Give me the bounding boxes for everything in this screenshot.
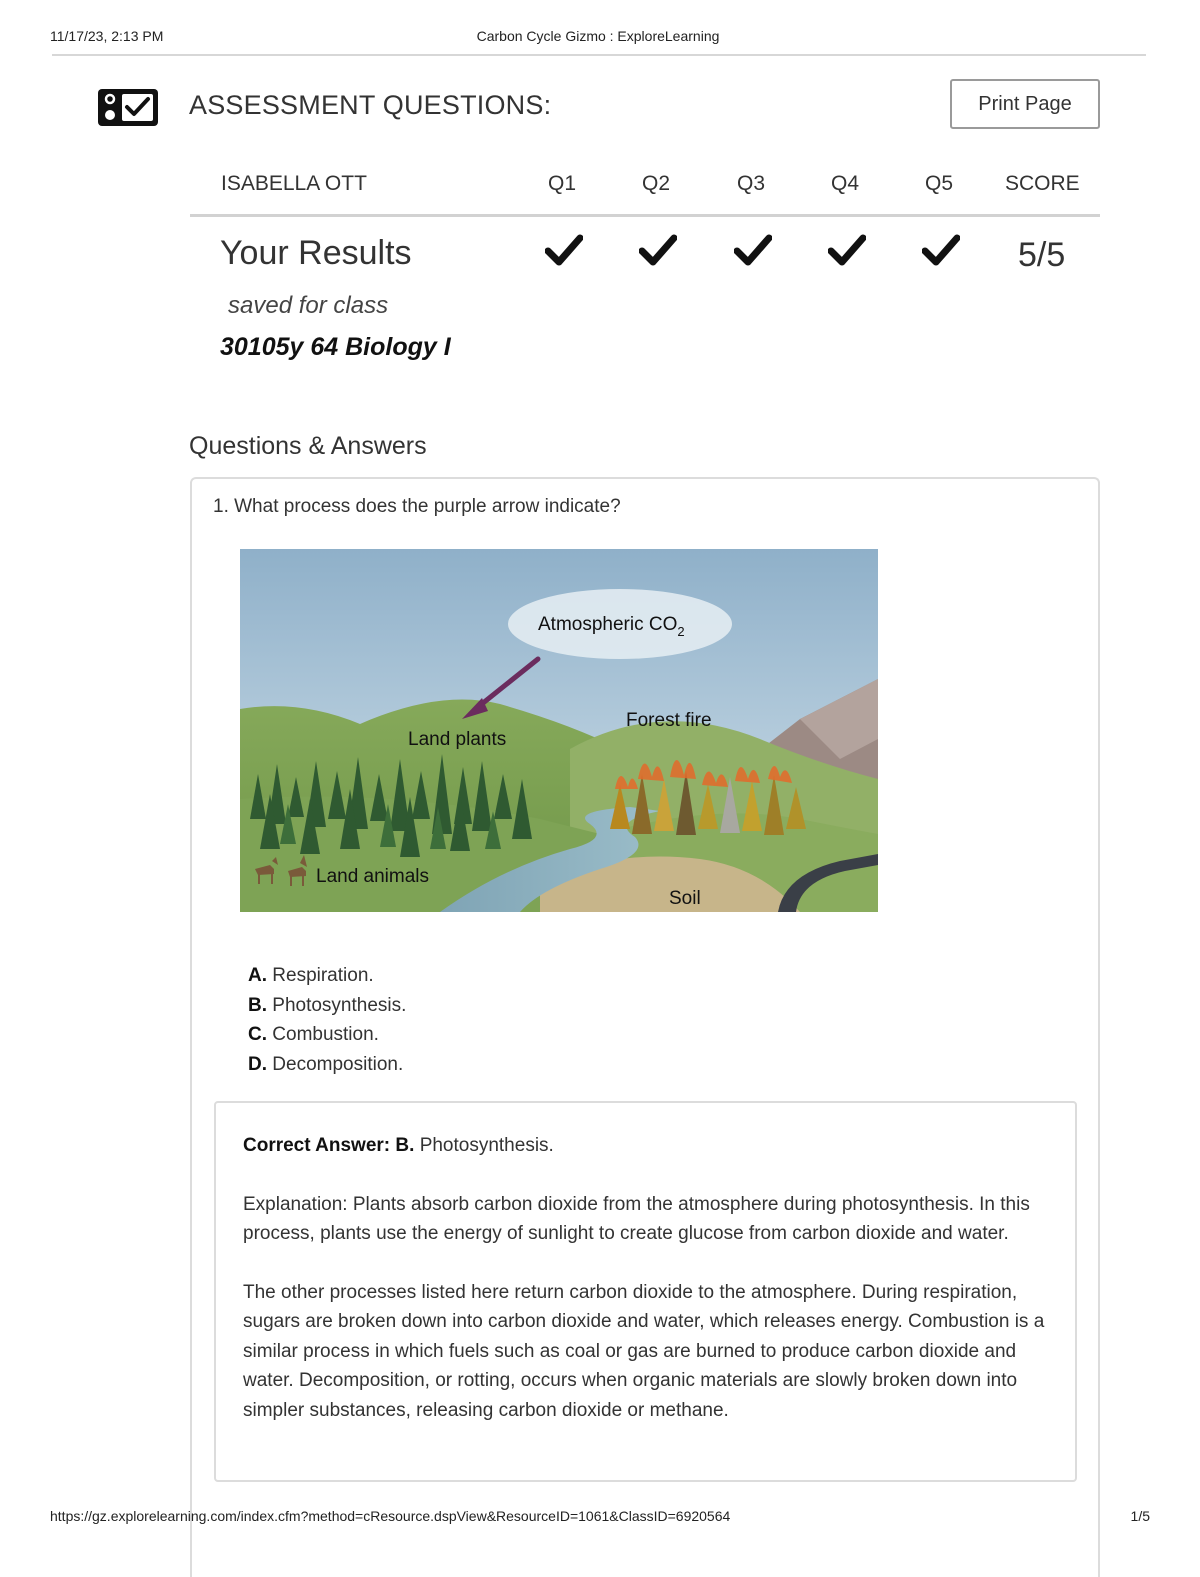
answer-options	[248, 963, 406, 1081]
check-icon	[734, 233, 772, 267]
check-icon	[922, 233, 960, 267]
diagram-land-plants-label: Land plants	[408, 729, 507, 750]
table-divider	[190, 214, 1100, 217]
option-d: D. Decomposition.	[248, 1053, 404, 1075]
assessment-title: ASSESSMENT QUESTIONS:	[189, 90, 552, 120]
saved-for-class: saved for class	[228, 292, 389, 319]
diagram-soil-label: Soil	[669, 888, 701, 909]
diagram-atmosphere-label: Atmospheric CO	[538, 614, 678, 635]
print-header	[50, 26, 1146, 48]
check-icon	[639, 233, 677, 267]
column-score: SCORE	[1005, 172, 1080, 195]
print-page-button[interactable]: Print Page	[950, 79, 1100, 129]
print-date: 11/17/23, 2:13 PM	[50, 28, 164, 44]
your-results-label: Your Results	[220, 234, 412, 272]
column-q4: Q4	[831, 172, 860, 195]
option-c: C. Combustion.	[248, 1024, 379, 1045]
checklist-icon	[98, 89, 158, 126]
header-divider	[52, 54, 1146, 56]
class-name: 30105y 64 Biology I	[220, 333, 451, 361]
explanation-paragraph-1: Explanation: Plants absorb carbon dioxide from the atmosphere during photosynthesis. In this process, plants use the energy of sunlight to create glucose from carbon dioxide and water.	[243, 1193, 1030, 1244]
column-q5: Q5	[925, 172, 954, 195]
column-q3: Q3	[737, 172, 766, 195]
student-name: ISABELLA OTT	[221, 172, 367, 195]
question-text: 1. What process does the purple arrow indicate?	[213, 496, 621, 517]
check-icon	[545, 233, 583, 267]
diagram-forest-fire-label: Forest fire	[626, 710, 712, 731]
print-url: https://gz.explorelearning.com/index.cfm?method=cResource.dspView&ResourceID=1061&ClassID=6920564	[50, 1508, 731, 1524]
column-q1: Q1	[548, 172, 577, 195]
qa-heading: Questions & Answers	[189, 432, 427, 460]
option-a: A. Respiration.	[248, 965, 374, 986]
explanation-paragraph-2: The other processes listed here return carbon dioxide to the atmosphere. During respiration, sugars are broken down into carbon dioxide and water, which releases energy. Combustion is a similar process in which fuels such as coal or gas are burned to produce carbon dioxide and water. Decomposition, or rotting, occurs when organic materials are slowly broken down into simpler substances, releasing carbon dioxide or methane.	[243, 1281, 1045, 1421]
diagram-atmosphere-subscript: 2	[677, 624, 685, 639]
correct-answer-line: Correct Answer: B. Photosynthesis.	[243, 1135, 554, 1156]
option-b: B. Photosynthesis.	[248, 994, 407, 1016]
print-doc-title: Carbon Cycle Gizmo : ExploreLearning	[476, 28, 720, 44]
answer-explanation	[243, 1131, 1058, 1425]
score-value: 5/5	[1018, 236, 1066, 274]
diagram-land-animals-label: Land animals	[316, 866, 430, 887]
carbon-cycle-diagram	[240, 549, 878, 912]
page-number: 1/5	[1130, 1508, 1150, 1524]
column-q2: Q2	[642, 172, 671, 195]
check-icon	[828, 233, 866, 267]
